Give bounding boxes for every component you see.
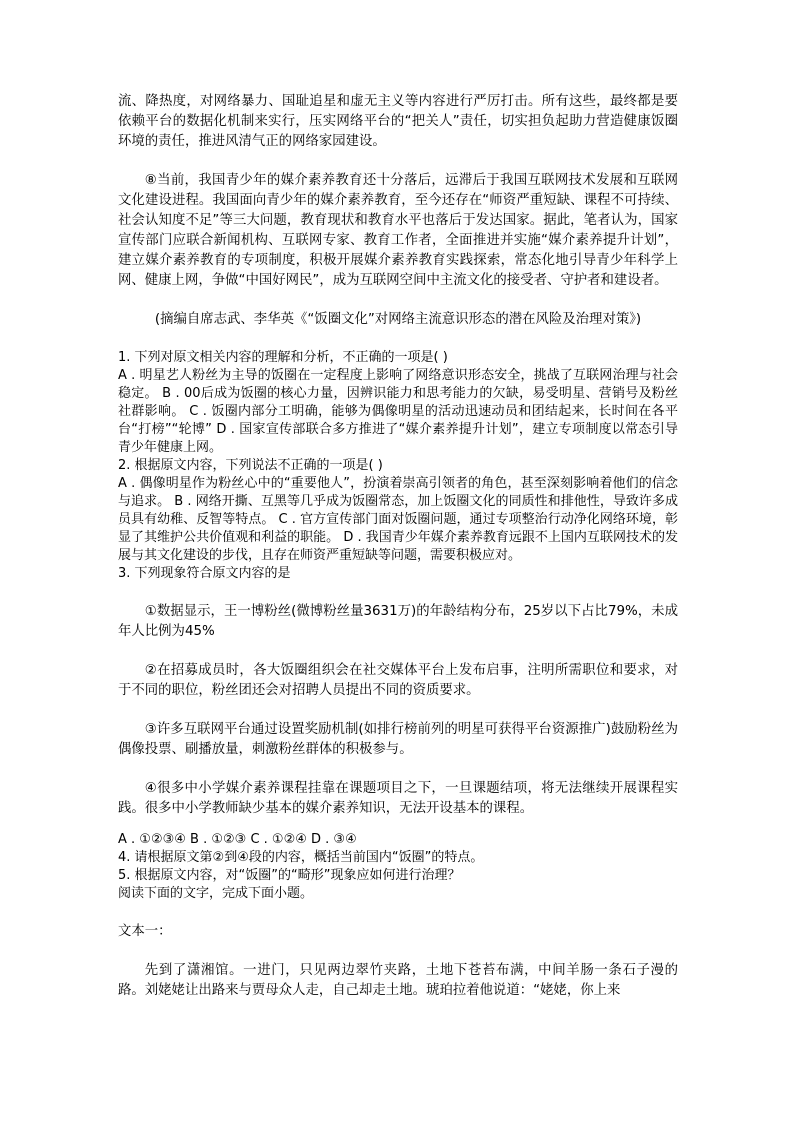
document-page — [118, 92, 678, 1001]
article-source: (摘编自席志武、李华英《“饭圈文化”对网络主流意识形态的潜在风险及治理对策》) — [154, 312, 642, 327]
question-2: 2. 根据原文内容，下列说法不正确的一项是( ) — [118, 458, 383, 473]
reading-instruction: 阅读下面的文字，完成下面小题。 — [118, 886, 314, 901]
question-2-options: A . 偶像明星作为粉丝心中的“重要他人”，扮演着崇高引领者的角色，甚至深刻影响着他们的信念与追求。 B . 网络开撕、互黑等几乎成为饭圈常态，加上饭圈文化的同质性和排他性，导致许多成员具有幼稚、反智等特点。 C . 官方宣传部门面对饭圈问题，通过专项整治行动净化网络环境，彰显了其维护公共价值观和利益的职能。 D . 我国青少年媒介素养教育远跟不上国内互联网技术的发展与其文化建设的步伐，且存在师资严重短缺等问题，需要积极应对。 — [118, 476, 678, 563]
question-3-item-1: ①数据显示，王一博粉丝(微博粉丝量3631万)的年龄结构分布，25岁以下占比79%，未成年人比例为45% — [118, 604, 678, 639]
article-paragraph-continued: 流、降热度，对网络暴力、国耻追星和虚无主义等内容进行严厉打击。所有这些，最终都是要依赖平台的数据化机制来实行，压实网络平台的“把关人”责任，切实担负起助力营造健康饭圈环境的责任，推进风清气正的网络家园建设。 — [118, 94, 678, 149]
question-3: 3. 下列现象符合原文内容的是 — [118, 566, 291, 581]
question-3-options: A . ①②③④ B . ①②③ C . ①②④ D . ③④ — [118, 832, 357, 847]
question-3-item-4: ④很多中小学媒介素养课程挂靠在课题项目之下，一旦课题结项，将无法继续开展课程实践。很多中小学教师缺少基本的媒介素养知识，无法开设基本的课程。 — [118, 781, 678, 816]
text-one-paragraph-1: 先到了潇湘馆。一进门，只见两边翠竹夹路，土地下苍苔布满，中间羊肠一条石子漫的路。刘姥姥让出路来与贾母众人走，自己却走土地。琥珀拉着他说道：“姥姥，你上来 — [118, 963, 678, 998]
question-1: 1. 下列对原文相关内容的理解和分析，不正确的一项是( ) — [118, 350, 448, 365]
text-one-heading: 文本一： — [118, 924, 172, 939]
question-5: 5. 根据原文内容，对“饭圈”的“畸形”现象应如何进行治理？ — [118, 868, 461, 883]
question-3-item-3: ③许多互联网平台通过设置奖励机制(如排行榜前列的明星可获得平台资源推广)鼓励粉丝为偶像投票、刷播放量，刺激粉丝群体的积极参与。 — [118, 722, 678, 757]
article-paragraph-8: ⑧当前，我国青少年的媒介素养教育还十分落后，远滞后于我国互联网技术发展和互联网文化建设进程。我国面向青少年的媒介素养教育，至今还存在“师资严重短缺、课程不可持续、社会认知度不足”等三大问题，教育现状和教育水平也落后于发达国家。据此，笔者认为，国家宣传部门应联合新闻机构、互联网专家、教育工作者，全面推进并实施“媒介素养提升计划”，建立媒介素养教育的专项制度，积极开展媒介素养教育实践探索，常态化地引导青少年科学上网、健康上网，争做“中国好网民”，成为互联网空间中主流文化的接受者、守护者和建设者。 — [118, 173, 678, 288]
question-4: 4. 请根据原文第②到④段的内容，概括当前国内“饭圈”的特点。 — [118, 850, 484, 865]
question-1-options: A . 明星艺人粉丝为主导的饭圈在一定程度上影响了网络意识形态安全，挑战了互联网治理与社会稳定。 B . 00后成为饭圈的核心力量，因辨识能力和思考能力的欠缺，易受明星、营销号及粉丝社群影响。 C . 饭圈内部分工明确，能够为偶像明星的活动迅速动员和团结起来，长时间在各平台“打榜”“轮博” D . 国家宣传部联合多方推进了“媒介素养提升计划”，建立专项制度以常态引导青少年健康上网。 — [118, 368, 678, 455]
question-3-item-2: ②在招募成员时，各大饭圈组织会在社交媒体平台上发布启事，注明所需职位和要求，对于不同的职位，粉丝团还会对招聘人员提出不同的资质要求。 — [118, 663, 678, 698]
